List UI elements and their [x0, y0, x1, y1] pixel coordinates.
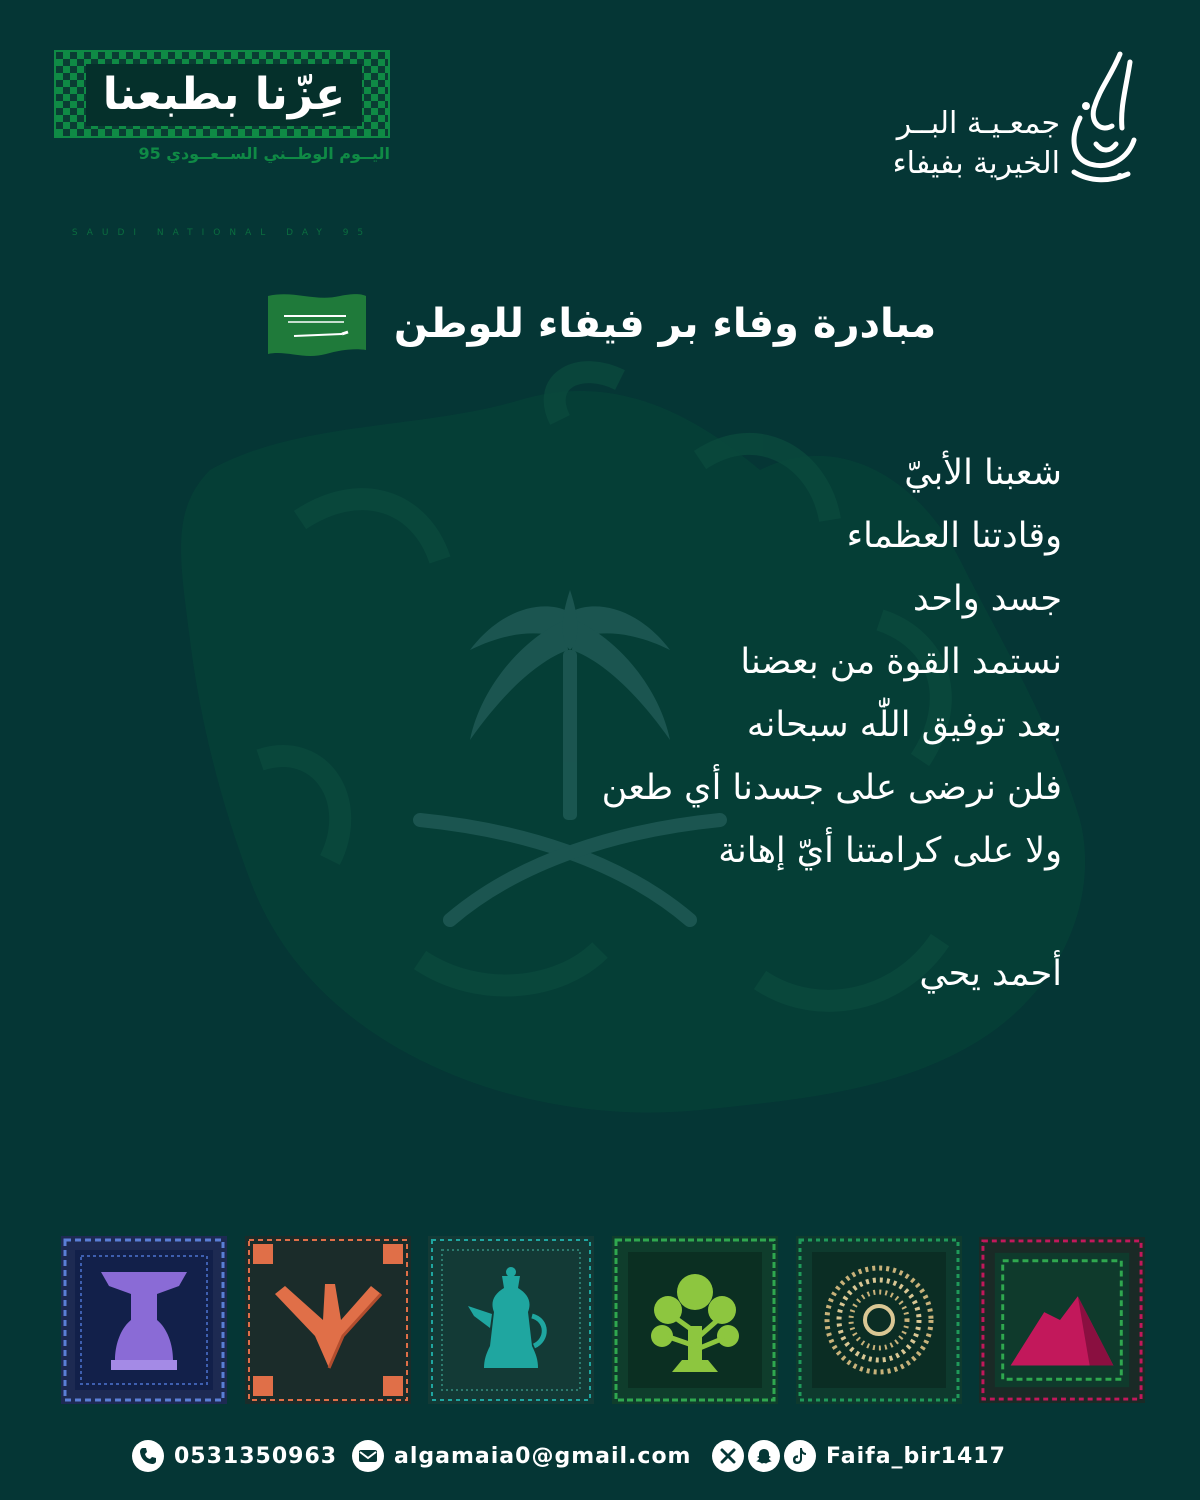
organization-name — [893, 104, 1060, 184]
poem-author: أحمد يحي — [919, 954, 1062, 994]
tile-tree — [612, 1236, 778, 1404]
tile-hands — [245, 1236, 411, 1404]
mountain-icon — [979, 1236, 1145, 1404]
organization-name-line1: جمعـيـة البــر — [896, 106, 1060, 141]
tree-icon — [612, 1236, 778, 1404]
campaign-slogan: عِزّنا بطبعنا — [102, 69, 346, 120]
saudi-flag-icon — [264, 288, 370, 360]
incense-burner-icon — [61, 1236, 227, 1404]
phone-number: 0531350963 — [174, 1443, 338, 1469]
poem-line: شعبنا الأبيّ — [904, 453, 1062, 493]
phone-contact[interactable] — [132, 1432, 337, 1480]
email-address: algamaia0@gmail.com — [394, 1443, 692, 1469]
checker-frame — [54, 50, 390, 138]
snapchat-icon[interactable] — [748, 1440, 780, 1472]
poem-line: وقادتنا العظماء — [846, 516, 1062, 556]
tile-mountain — [979, 1236, 1145, 1404]
coffee-pot-icon — [428, 1236, 594, 1404]
phone-icon — [132, 1440, 164, 1472]
poem-line: ولا على كرامتنا أيّ إهانة — [718, 831, 1062, 871]
tile-coffee-pot — [428, 1236, 594, 1404]
sun-pattern-icon — [796, 1236, 962, 1404]
tiktok-icon[interactable] — [784, 1440, 816, 1472]
poem-line: نستمد القوة من بعضنا — [740, 642, 1062, 682]
title-row — [0, 284, 1200, 364]
contact-footer — [0, 1432, 1200, 1480]
hands-icon — [245, 1236, 411, 1404]
national-day-english: SAUDI NATIONAL DAY 95 — [71, 228, 373, 238]
organization-name-line2: الخيرية بفيفاء — [892, 146, 1060, 181]
page-title: مبادرة وفاء بر فيفاء للوطن — [393, 301, 937, 347]
national-day-arabic: اليــوم الوطــني الســعــودي 95 — [138, 144, 390, 163]
national-day-badge — [54, 50, 390, 238]
poem-line: جسد واحد — [913, 579, 1062, 619]
social-handle: Faifa_bir1417 — [826, 1443, 1006, 1469]
social-contact[interactable] — [712, 1432, 1006, 1480]
heritage-tiles — [61, 1236, 1147, 1404]
tile-incense-burner — [61, 1236, 227, 1404]
email-contact[interactable] — [352, 1432, 691, 1480]
poem-line: بعد توفيق اللّٰه سبحانه — [746, 705, 1062, 745]
faifa-calligraphy-logo-icon — [1050, 48, 1146, 192]
slogan-panel — [86, 64, 362, 126]
poem-line: فلن نرضى على جسدنا أي طعن — [601, 768, 1062, 808]
tile-sun-pattern — [796, 1236, 962, 1404]
email-icon — [352, 1440, 384, 1472]
poem — [602, 442, 1062, 1006]
x-icon[interactable] — [712, 1440, 744, 1472]
